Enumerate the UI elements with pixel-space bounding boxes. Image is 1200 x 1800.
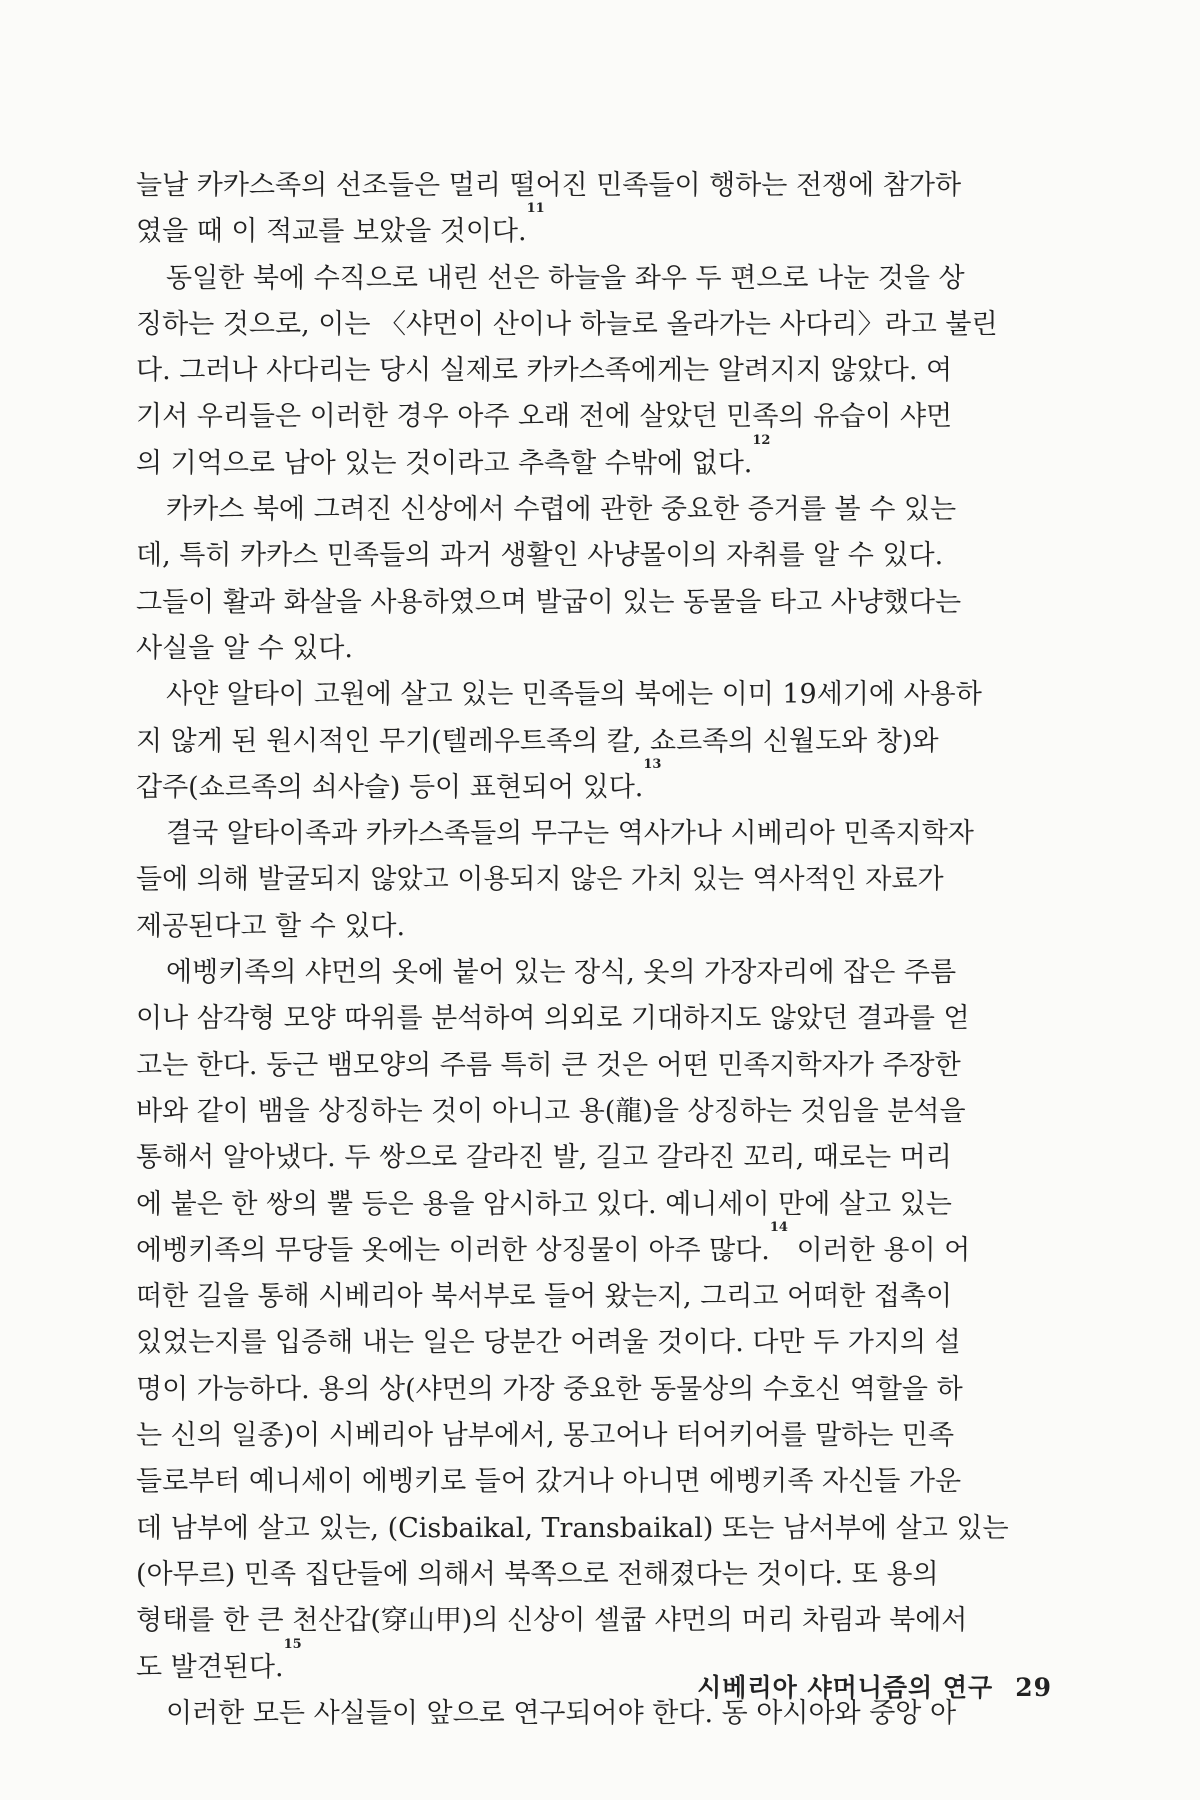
text-line: 카카스 북에 그려진 신상에서 수렵에 관한 중요한 증거를 볼 수 있는 xyxy=(166,494,957,526)
text-line: 통해서 알아냈다. 두 쌍으로 갈라진 발, 길고 갈라진 꼬리, 때로는 머리 xyxy=(136,1142,952,1174)
text-line: 다. 그러나 사다리는 당시 실제로 카카스족에게는 알려지지 않았다. 여 xyxy=(136,355,953,387)
running-title: 시베리아 샤머니즘의 연구 xyxy=(697,1673,994,1702)
text-line: 그들이 활과 화살을 사용하였으며 발굽이 있는 동물을 타고 사냥했다는 xyxy=(136,586,962,618)
text-line: 징하는 것으로, 이는 〈샤먼이 산이나 하늘로 올라가는 사다리〉라고 불린 xyxy=(136,308,998,340)
text-line: 들로부터 예니세이 에벵키로 들어 갔거나 아니면 에벵키족 자신들 가운 xyxy=(136,1466,962,1498)
running-footer xyxy=(697,1668,1052,1704)
text-line: 형태를 한 큰 천산갑(穿山甲)의 신상이 셀쿱 샤먼의 머리 차림과 북에서 xyxy=(136,1605,968,1637)
text-line: 명이 가능하다. 용의 상(샤먼의 가장 중요한 동물상의 수호신 역할을 하 xyxy=(136,1373,963,1405)
text-line: 있었는지를 입증해 내는 일은 당분간 어려울 것이다. 다만 두 가지의 설 xyxy=(136,1327,961,1359)
text-line: 고는 한다. 둥근 뱀모양의 주름 특히 큰 것은 어떤 민족지학자가 주장한 xyxy=(136,1049,961,1081)
text-line: 갑주(쇼르족의 쇠사슬) 등이 표현되어 있다. 13 xyxy=(136,765,1091,811)
text-line: 였을 때 이 적교를 보았을 것이다. 11 xyxy=(136,209,1091,255)
text-line: 이러한 모든 사실들이 앞으로 연구되어야 한다. 동 아시아와 중앙 아 xyxy=(166,1697,957,1729)
text-line: 에벵키족의 샤먼의 옷에 붙어 있는 장식, 옷의 가장자리에 잡은 주름 xyxy=(166,957,957,989)
text-line: 사얀 알타이 고원에 살고 있는 민족들의 북에는 이미 19세기에 사용하 xyxy=(166,679,982,711)
text-line: 사실을 알 수 있다. xyxy=(136,632,353,664)
text-line: 데 남부에 살고 있는, (Cisbaikal, Transbaikal) 또는 남서부에 살고 있는 xyxy=(136,1512,1009,1544)
text-line: 이나 삼각형 모양 따위를 분석하여 의외로 기대하지도 않았던 결과를 얻 xyxy=(136,1003,970,1035)
text-line: 에벵키족의 무당들 옷에는 이러한 상징물이 아주 많다. 14 이러한 용이 어 xyxy=(136,1228,1091,1274)
text-line: 의 기억으로 남아 있는 것이라고 추측할 수밖에 없다. 12 xyxy=(136,441,1091,487)
page-number: 29 xyxy=(1015,1673,1052,1702)
text-line: 지 않게 된 원시적인 무기(텔레우트족의 칼, 쇼르족의 신월도와 창)와 xyxy=(136,725,939,757)
text-line: 기서 우리들은 이러한 경우 아주 오래 전에 살았던 민족의 유습이 샤먼 xyxy=(136,401,953,433)
text-line: 떠한 길을 통해 시베리아 북서부로 들어 왔는지, 그리고 어떠한 접촉이 xyxy=(136,1281,953,1313)
footnote-marker: 12 xyxy=(752,432,771,448)
text-line: 는 신의 일종)이 시베리아 남부에서, 몽고어나 터어키어를 말하는 민족 xyxy=(136,1420,955,1452)
text-line: 제공된다고 할 수 있다. xyxy=(136,910,406,942)
footnote-marker: 11 xyxy=(526,201,545,217)
text-line: 데, 특히 카카스 민족들의 과거 생활인 사냥몰이의 자취를 알 수 있다. xyxy=(136,540,944,572)
body-text xyxy=(136,163,1091,1737)
text-line: (아무르) 민족 집단들에 의해서 북쪽으로 전해졌다는 것이다. 또 용의 xyxy=(136,1558,939,1590)
text-line: 결국 알타이족과 카카스족들의 무구는 역사가나 시베리아 민족지학자 xyxy=(166,818,974,850)
footnote-marker: 14 xyxy=(769,1219,788,1235)
text-line: 도 발견된다. 15 xyxy=(136,1645,1091,1691)
text-line: 바와 같이 뱀을 상징하는 것이 아니고 용(龍)을 상징하는 것임을 분석을 xyxy=(136,1095,966,1127)
footnote-marker: 13 xyxy=(643,756,662,772)
footnote-marker: 15 xyxy=(283,1636,302,1652)
text-line: 동일한 북에 수직으로 내린 선은 하늘을 좌우 두 편으로 나눈 것을 상 xyxy=(166,262,965,294)
text-line: 늘날 카카스족의 선조들은 멀리 떨어진 민족들이 행하는 전쟁에 참가하 xyxy=(136,170,962,201)
text-line: 에 붙은 한 쌍의 뿔 등은 용을 암시하고 있다. 예니세이 만에 살고 있는 xyxy=(136,1188,952,1220)
text-line: 들에 의해 발굴되지 않았고 이용되지 않은 가치 있는 역사적인 자료가 xyxy=(136,864,944,896)
